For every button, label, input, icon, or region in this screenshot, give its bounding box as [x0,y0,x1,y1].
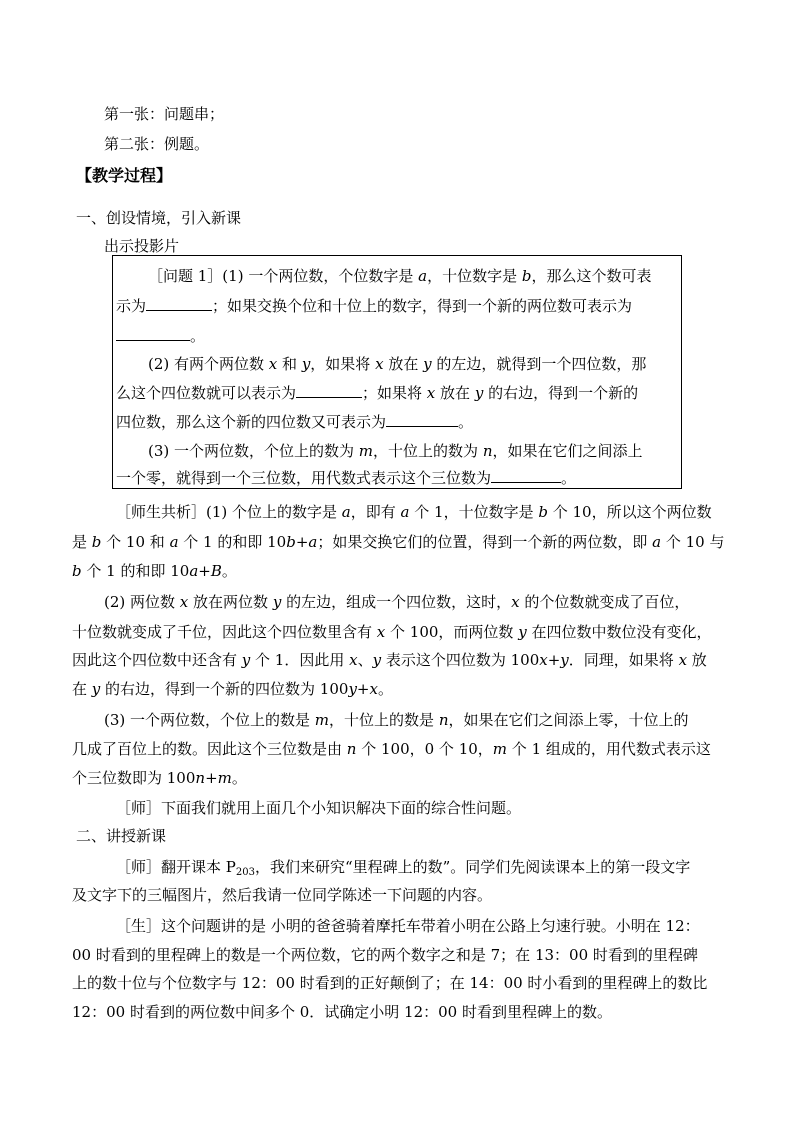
analysis-p2-line3: 因此这个四位数中还含有 y 个 1．因此用 x、y 表示这个四位数为 100x+y．同理，如果将 x 放 [72,651,707,669]
part2-teacher-line1: ［师］翻开课本 $P_{203}$，我们来研究“里程碑上的数”。同学们先阅读课本上的第一段文字 [116,858,691,878]
box-line-3: 。 [116,326,205,346]
analysis-p2-line2: 十位数就变成了千位，因此这个四位数里含有 x 个 100，而两位数 y 在四位数中数位没有变化， [72,623,712,641]
prep-card1: 第一张：问题串； [104,105,225,123]
analysis-p2-line4: 在 y 的右边，得到一个新的四位数为 100y+x。 [72,680,393,698]
analysis-p1-line3: b 个 1 的和即 10a+B。 [72,562,237,580]
analysis-p3-line2: 几成了百位上的数。因此这个三位数是由 n 个 100，0 个 10，m 个 1 组成的，用代数式表示这 [72,740,711,758]
answer-blank [296,383,362,398]
analysis-p1-line2: 是 b 个 10 和 a 个 1 的和即 10b+a；如果交换它们的位置，得到一个新的两位数，即 a 个 10 与 [72,533,725,551]
part1-heading: 一、创设情境，引入新课 [76,209,242,227]
part1-show: 出示投影片 [104,237,180,255]
answer-blank [491,468,561,483]
box-line-6: 四位数，那么这个新的四位数又可表示为 。 [116,413,474,431]
student-line-1: ［生］这个问题讲的是 小明的爸爸骑着摩托车带着小明在公路上匀速行驶。小明在 12： [116,917,700,935]
answer-blank [146,296,212,311]
analysis-p2-line1: (2) 两位数 x 放在两位数 y 的左边，组成一个四位数，这时，x 的个位数就变成了百位， [104,593,690,611]
section-title: 【教学过程】 [76,166,173,185]
part2-teacher-line2: 及文字下的三幅图片，然后我请一位同学陈述一下问题的内容。 [72,886,493,904]
student-line-3: 上的数十位与个位数字与 12：00 时看到的正好颠倒了；在 14：00 时小看到的里程碑上的数比 [72,974,708,992]
prep-card2: 第二张：例题。 [104,135,210,153]
box-line-4: (2) 有两个两位数 x 和 y，如果将 x 放在 y 的左边，就得到一个四位数，那 [148,355,647,373]
part2-heading: 二、讲授新课 [76,827,167,845]
analysis-p3-line3: 个三位数即为 100n+m。 [72,769,247,787]
box-line-1: ［问题 1］(1) 一个两位数，个位数字是 a，十位数字是 b，那么这个数可表 [148,267,652,285]
box-line-2: 示为 ；如果交换个位和十位上的数字，得到一个新的两位数可表示为 [116,297,633,315]
teacher-transition: ［师］下面我们就用上面几个小知识解决下面的综合性问题。 [116,799,522,817]
analysis-p1-line1: ［师生共析］(1) 个位上的数字是 a，即有 a 个 1，十位数字是 b 个 10，所以这个两位数 [116,503,712,521]
box-line-8: 一个零，就得到一个三位数，用代数式表示这个三位数为 。 [116,469,577,487]
answer-blank [386,412,458,427]
answer-blank [116,326,190,341]
analysis-p3-line1: (3) 一个两位数，个位上的数是 m，十位上的数是 n，如果在它们之间添上零，十位上的 [104,711,689,729]
student-line-4: 12：00 时看到的两位数中间多个 0．试确定小明 12：00 时看到里程碑上的数。 [72,1003,612,1021]
box-line-5: 么这个四位数就可以表示为 ；如果将 x 放在 y 的右边，得到一个新的 [116,384,639,402]
student-line-2: 00 时看到的里程碑上的数是一个两位数，它的两个数字之和是 7；在 13：00 时看到的里程碑 [72,946,698,964]
box-line-7: (3) 一个两位数，个位上的数为 m，十位上的数为 n，如果在它们之间添上 [148,442,643,460]
